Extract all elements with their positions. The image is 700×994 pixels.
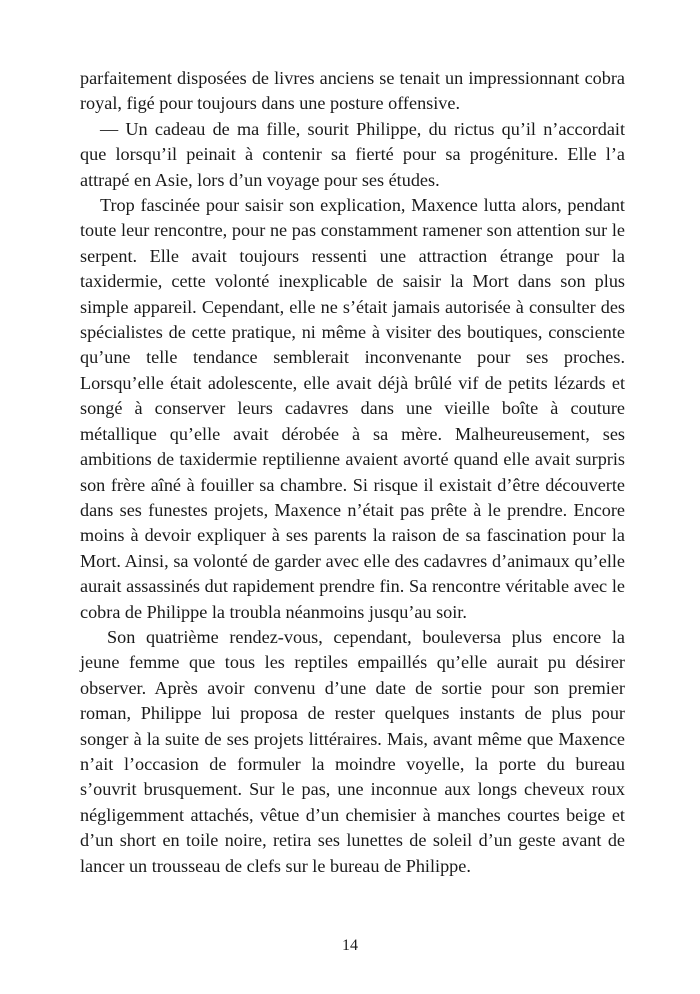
paragraph-dialogue: — Un cadeau de ma fille, sourit Philippe, du rictus qu’il n’accordait que lorsqu’il peinait à contenir sa fierté pour sa progéniture. Elle l’a attrapé en Asie, lors d’un voyage pour ses études. xyxy=(80,118,625,190)
paragraph-continued: parfaitement disposées de livres anciens se tenait un impressionnant cobra royal, figé pour toujours dans une posture offensive. xyxy=(80,68,625,114)
page-number: 14 xyxy=(342,937,358,954)
paragraph-taxidermy: Trop fascinée pour saisir son explication, Maxence lutta alors, pendant toute leur rencontre, pour ne pas constamment ramener son attention sur le serpent. Elle avait toujours ressenti une attraction étrange pour la taxidermie, cette volonté inexplicable de saisir la Mort dans son plus simple appareil. Cependant, elle ne s’était jamais autorisée à consulter des spécialistes de cette pratique, ni même à visiter des boutiques, consciente qu’une telle tendance semblerait inconvenante pour ses proches. Lorsqu’elle était adolescente, elle avait déjà brûlé vif de petits lézards et songé à conserver leurs cadavres dans une vieille boîte à couture métallique qu’elle avait dérobée à sa mère. Malheureusement, ses ambitions de taxidermie reptilienne avaient avorté quand elle avait surpris son frère aîné à fouiller sa chambre. Si risque il existait d’être découverte dans ses funestes projets, Maxence n’était pas prête à le prendre. Encore moins à devoir expliquer à ses parents la raison de sa fascination pour la Mort. Ainsi, sa volonté de garder avec elle des cadavres d’animaux qu’elle aurait assassinés dut rapidement prendre fin. Sa rencontre véritable avec le cobra de Philippe la troubla néanmoins jusqu’au soir. xyxy=(80,195,625,622)
body-text xyxy=(80,66,625,879)
paragraph-fourth-meeting: Son quatrième rendez-vous, cependant, bouleversa plus encore la jeune femme que tous les reptiles empaillés qu’elle aurait pu désirer observer. Après avoir convenu d’une date de sortie pour son premier roman, Philippe lui proposa de rester quelques instants de plus pour songer à la suite de ses projets littéraires. Mais, avant même que Maxence n’ait l’occasion de formuler la moindre voyelle, la porte du bureau s’ouvrit brusquement. Sur le pas, une inconnue aux longs cheveux roux négligemment attachés, vêtue d’un chemisier à manches courtes beige et d’un short en toile noire, retira ses lunettes de soleil d’un geste avant de lancer un trousseau de clefs sur le bureau de Philippe. xyxy=(80,626,625,876)
